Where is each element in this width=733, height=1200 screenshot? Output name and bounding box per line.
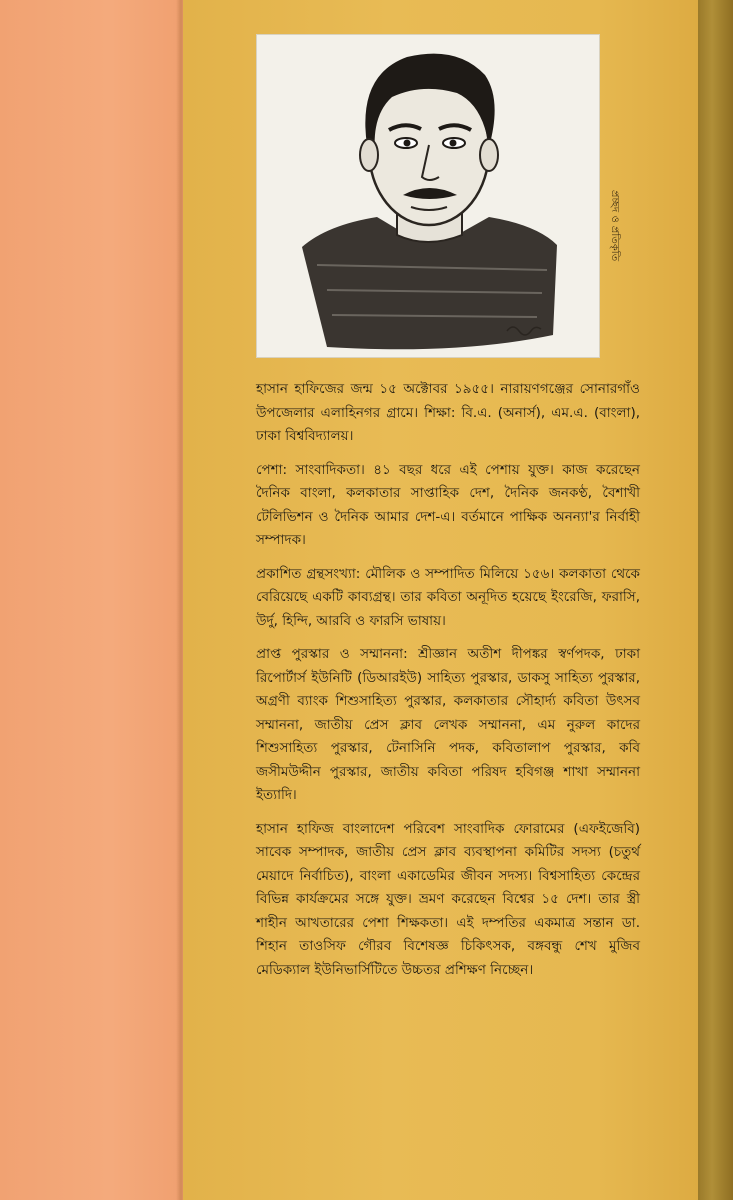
author-bio	[256, 378, 640, 992]
bio-paragraph-birth: হাসান হাফিজের জন্ম ১৫ অক্টোবর ১৯৫৫। নারায়ণগঞ্জের সোনারগাঁও উপজেলার এলাহিনগর গ্রামে। শিক্ষা: বি.এ. (অনার্স), এম.এ. (বাংলা), ঢাকা বিশ্ববিদ্যালয়।	[256, 381, 640, 444]
bio-paragraph-awards: প্রাপ্ত পুরস্কার ও সম্মাননা: শ্রীজ্ঞান অতীশ দীপঙ্কর স্বর্ণপদক, ঢাকা রিপোর্টার্স ইউনিটি (ডিআরইউ) সাহিত্য পুরস্কার, ডাকসু সাহিত্য পুরস্কার, অগ্রণী ব্যাংক শিশুসাহিত্য পুরস্কার, কলকাতার সৌহার্দ্য কবিতা উৎসব সম্মাননা, জাতীয় প্রেস ক্লাব লেখক সম্মাননা, এম নুরুল কাদের শিশুসাহিত্য পুরস্কার, টেনাসিনি পদক, কবিতালাপ পুরস্কার, কবি জসীমউদ্দীন পুরস্কার, জাতীয় কবিতা পরিষদ হবিগঞ্জ শাখা সম্মাননা ইত্যাদি।	[256, 646, 640, 803]
bio-paragraph-publications: প্রকাশিত গ্রন্থসংখ্যা: মৌলিক ও সম্পাদিত মিলিয়ে ১৫৬। কলকাতা থেকে বেরিয়েছে একটি কাব্যগ্রন্থ। তার কবিতা অনূদিত হয়েছে ইংরেজি, ফরাসি, উর্দু, হিন্দি, আরবি ও ফারসি ভাষায়।	[256, 565, 640, 629]
author-portrait	[256, 34, 600, 358]
bio-paragraph-profession: পেশা: সাংবাদিকতা। ৪১ বছর ধরে এই পেশায় যুক্ত। কাজ করেছেন দৈনিক বাংলা, কলকাতার সাপ্তাহিক দেশ, দৈনিক জনকণ্ঠ, বৈশাখী টেলিভিশন ও দৈনিক আমার দেশ-এ। বর্তমানে পাক্ষিক অনন্যা'র নির্বাহী সম্পাদক।	[256, 461, 640, 548]
portrait-sketch-icon	[257, 35, 599, 357]
cover-left-panel	[0, 0, 183, 1200]
book-spine	[698, 0, 733, 1200]
portrait-credit: প্রচ্ছদ ও প্রতিকৃতি	[609, 190, 620, 262]
bio-paragraph-affiliations: হাসান হাফিজ বাংলাদেশ পরিবেশ সাংবাদিক ফোরামের (এফইজেবি) সাবেক সম্পাদক, জাতীয় প্রেস ক্লাব ব্যবস্থাপনা কমিটির সদস্য (চতুর্থ মেয়াদে নির্বাচিত), বাংলা একাডেমির জীবন সদস্য। বিশ্বসাহিত্য কেন্দ্রের বিভিন্ন কার্যক্রমের সঙ্গে যুক্ত। ভ্রমণ করেছেন বিশ্বের ১৫ দেশ। তার স্ত্রী শাহীন আখতারের পেশা শিক্ষকতা। এই দম্পতির একমাত্র সন্তান ডা. শিহান তাওসিফ গৌরব বিশেষজ্ঞ চিকিৎসক, বঙ্গবন্ধু শেখ মুজিব মেডিক্যাল ইউনিভার্সিটিতে উচ্চতর প্রশিক্ষণ নিচ্ছেন।	[256, 820, 640, 978]
